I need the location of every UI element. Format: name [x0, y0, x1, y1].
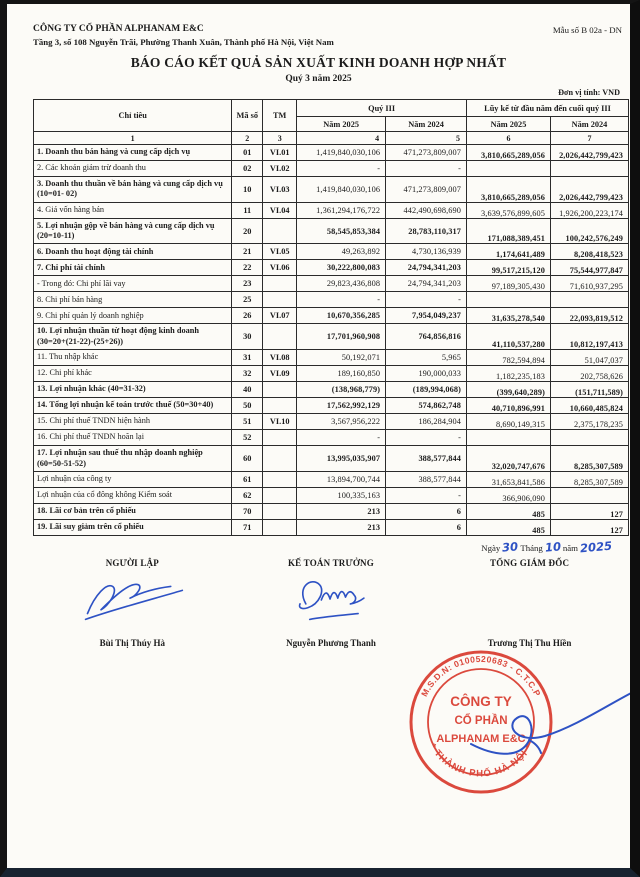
value-ytd-2024 — [550, 487, 628, 503]
value-q3-2025: 50,192,071 — [297, 350, 386, 366]
date-line — [7, 540, 614, 554]
value-q3-2025: 1,419,840,030,106 — [297, 177, 386, 203]
value-ytd-2025: 97,189,305,430 — [467, 276, 551, 292]
value-q3-2025: 13,894,700,744 — [297, 471, 386, 487]
row-code: 26 — [232, 308, 263, 324]
col-group-ytd: Lũy kế từ đầu năm đến cuối quý III — [467, 100, 629, 117]
row-note-ref: VI.09 — [263, 366, 297, 382]
role-chief-accountant: KẾ TOÁN TRƯỞNG — [287, 557, 374, 568]
row-note-ref: VI.02 — [263, 161, 297, 177]
value-ytd-2025: 485 — [467, 503, 551, 519]
value-q3-2025: 213 — [297, 519, 386, 535]
col-header-tm: TM — [263, 100, 297, 132]
signature-general-director — [459, 682, 640, 770]
handwritten-day: 30 — [501, 539, 519, 555]
value-ytd-2025 — [467, 430, 551, 446]
col-header-chi-tieu: Chỉ tiêu — [34, 100, 232, 132]
row-code: 25 — [232, 292, 263, 308]
value-q3-2024: 471,273,809,007 — [386, 177, 467, 203]
row-note-ref: VI.07 — [263, 308, 297, 324]
value-ytd-2024: 202,758,626 — [550, 366, 628, 382]
table-row — [34, 276, 629, 292]
value-ytd-2024: 75,544,977,847 — [550, 260, 628, 276]
row-code: 40 — [232, 382, 263, 398]
col-header-ma-so: Mã số — [232, 100, 263, 132]
row-note-ref: VI.03 — [263, 177, 297, 203]
value-ytd-2024: 51,047,037 — [550, 350, 628, 366]
value-ytd-2024: 1,926,200,223,174 — [550, 202, 628, 218]
column-index-7: 7 — [550, 132, 628, 145]
report-title: BÁO CÁO KẾT QUẢ SẢN XUẤT KINH DOANH HỢP NHẤT — [130, 55, 507, 70]
table-row — [34, 260, 629, 276]
value-q3-2025: 10,670,356,285 — [297, 308, 386, 324]
value-q3-2025: 58,545,853,384 — [297, 218, 386, 244]
row-code: 23 — [232, 276, 263, 292]
value-q3-2024: 5,965 — [386, 350, 467, 366]
report-table-body — [34, 145, 629, 536]
row-code: 61 — [232, 471, 263, 487]
value-q3-2024: 764,856,816 — [386, 324, 467, 350]
row-note-ref: VI.10 — [263, 414, 297, 430]
value-q3-2024: 24,794,341,203 — [386, 276, 467, 292]
company-address: Tầng 3, số 108 Nguyễn Trãi, Phường Thanh Xuân, Thành phố Hà Nội, Việt Nam — [33, 37, 334, 47]
report-table-head — [34, 100, 629, 145]
table-row — [34, 398, 629, 414]
row-label: 5. Lợi nhuận gộp về bán hàng và cung cấp dịch vụ (20=10-11) — [34, 218, 232, 244]
row-label: Lợi nhuận của công ty — [34, 471, 232, 487]
value-ytd-2024: 127 — [550, 519, 628, 535]
value-q3-2025: - — [297, 430, 386, 446]
row-label: Lợi nhuận của cổ đông không Kiểm soát — [34, 487, 232, 503]
col-header-ytd-2024: Năm 2024 — [550, 117, 628, 132]
value-q3-2025: - — [297, 161, 386, 177]
value-q3-2025: 213 — [297, 503, 386, 519]
value-ytd-2025: 3,810,665,289,056 — [467, 177, 551, 203]
row-code: 22 — [232, 260, 263, 276]
value-ytd-2024: 2,026,442,799,423 — [550, 145, 628, 161]
value-ytd-2025 — [467, 292, 551, 308]
row-code: 02 — [232, 161, 263, 177]
row-code: 31 — [232, 350, 263, 366]
row-note-ref — [263, 398, 297, 414]
row-note-ref — [263, 446, 297, 472]
row-code: 70 — [232, 503, 263, 519]
row-note-ref: VI.01 — [263, 145, 297, 161]
stamp-line-1: CÔNG TY — [450, 694, 512, 709]
stamp-arc-top-text: M.S.D.N: 0100520683 - C.T.C.P — [419, 653, 543, 699]
stamp-arc-bottom-text: * THÀNH PHỐ HÀ NỘI * — [426, 741, 536, 780]
value-ytd-2025: 99,517,215,120 — [467, 260, 551, 276]
value-ytd-2025: (399,640,289) — [467, 382, 551, 398]
row-label: 1. Doanh thu bán hàng và cung cấp dịch vụ — [34, 145, 232, 161]
company-name: CÔNG TY CỔ PHẦN ALPHANAM E&C — [33, 24, 204, 34]
row-label: 19. Lãi suy giảm trên cổ phiếu — [34, 519, 232, 535]
value-q3-2024: 574,862,748 — [386, 398, 467, 414]
column-index-3: 3 — [263, 132, 297, 145]
row-label: - Trong đó: Chi phí lãi vay — [34, 276, 232, 292]
handwritten-month: 10 — [544, 539, 562, 555]
table-row — [34, 446, 629, 472]
report-table — [33, 99, 629, 536]
value-q3-2025: 3,567,956,222 — [297, 414, 386, 430]
row-label: 12. Chi phí khác — [34, 366, 232, 382]
row-code: 11 — [232, 202, 263, 218]
row-note-ref — [263, 430, 297, 446]
value-ytd-2025: 366,906,090 — [467, 487, 551, 503]
row-label: 13. Lợi nhuận khác (40=31-32) — [34, 382, 232, 398]
value-ytd-2024: 10,660,485,824 — [550, 398, 628, 414]
value-ytd-2025: 1,182,235,183 — [467, 366, 551, 382]
value-q3-2024: 471,273,809,007 — [386, 145, 467, 161]
role-preparer: NGƯỜI LẬP — [105, 557, 159, 568]
table-row — [34, 292, 629, 308]
signature-preparer — [72, 571, 192, 631]
name-preparer: Bùi Thị Thúy Hà — [99, 637, 166, 648]
row-code: 51 — [232, 414, 263, 430]
row-note-ref — [263, 503, 297, 519]
value-q3-2024: 4,730,136,939 — [386, 244, 467, 260]
row-code: 50 — [232, 398, 263, 414]
column-index-4: 4 — [297, 132, 386, 145]
row-note-ref: VI.06 — [263, 260, 297, 276]
value-q3-2024: - — [386, 292, 467, 308]
value-ytd-2024: 22,093,819,512 — [550, 308, 628, 324]
value-q3-2025: 17,562,992,129 — [297, 398, 386, 414]
value-ytd-2025: 782,594,894 — [467, 350, 551, 366]
value-ytd-2025: 40,710,896,991 — [467, 398, 551, 414]
value-ytd-2025 — [467, 161, 551, 177]
value-ytd-2024: 8,285,307,589 — [550, 446, 628, 472]
row-label: 9. Chi phí quản lý doanh nghiệp — [34, 308, 232, 324]
date-label-year: năm — [562, 542, 578, 553]
column-index-6: 6 — [467, 132, 551, 145]
table-row — [34, 218, 629, 244]
table-row — [34, 177, 629, 203]
table-row — [34, 382, 629, 398]
value-q3-2024: - — [386, 487, 467, 503]
row-label: 15. Chi phí thuế TNDN hiện hành — [34, 414, 232, 430]
name-chief-accountant: Nguyễn Phương Thanh — [286, 637, 376, 648]
value-ytd-2025: 171,088,389,451 — [467, 218, 551, 244]
signature-block-general-director — [430, 558, 629, 648]
role-general-director: TỔNG GIÁM ĐỐC — [490, 557, 570, 568]
value-ytd-2024: 2,375,178,235 — [550, 414, 628, 430]
value-q3-2024: 7,954,049,237 — [386, 308, 467, 324]
value-ytd-2024: 2,026,442,799,423 — [550, 177, 628, 203]
company-block — [33, 24, 334, 47]
table-row — [34, 308, 629, 324]
signature-chief-accountant — [271, 571, 391, 631]
table-row — [34, 430, 629, 446]
row-note-ref — [263, 487, 297, 503]
row-note-ref — [263, 324, 297, 350]
value-ytd-2025: 41,110,537,280 — [467, 324, 551, 350]
table-row — [34, 350, 629, 366]
col-group-quarter: Quý III — [297, 100, 467, 117]
value-ytd-2025: 1,174,641,489 — [467, 244, 551, 260]
row-code: 60 — [232, 446, 263, 472]
signature-placeholder — [470, 571, 590, 631]
value-ytd-2024 — [550, 161, 628, 177]
row-note-ref: VI.08 — [263, 350, 297, 366]
table-row — [34, 244, 629, 260]
signature-block-preparer — [33, 558, 232, 648]
value-q3-2024: 186,284,904 — [386, 414, 467, 430]
name-general-director: Trương Thị Thu Hiền — [487, 637, 572, 648]
date-label-day: Ngày — [481, 542, 501, 553]
value-q3-2025: - — [297, 292, 386, 308]
value-ytd-2024: 71,610,937,295 — [550, 276, 628, 292]
value-q3-2025: (138,968,779) — [297, 382, 386, 398]
value-q3-2024: 6 — [386, 503, 467, 519]
value-q3-2024: (189,994,068) — [386, 382, 467, 398]
row-note-ref — [263, 292, 297, 308]
row-code: 21 — [232, 244, 263, 260]
row-label: 6. Doanh thu hoạt động tài chính — [34, 244, 232, 260]
value-ytd-2024 — [550, 430, 628, 446]
row-code: 30 — [232, 324, 263, 350]
row-label: 8. Chi phí bán hàng — [34, 292, 232, 308]
row-note-ref — [263, 276, 297, 292]
row-code: 10 — [232, 177, 263, 203]
value-ytd-2024: 8,285,307,589 — [550, 471, 628, 487]
value-ytd-2025: 8,690,149,315 — [467, 414, 551, 430]
row-note-ref — [263, 519, 297, 535]
col-header-q-2025: Năm 2025 — [297, 117, 386, 132]
row-code: 32 — [232, 366, 263, 382]
row-note-ref — [263, 218, 297, 244]
value-ytd-2024: 8,208,418,523 — [550, 244, 628, 260]
signature-section — [33, 558, 629, 648]
value-q3-2025: 30,222,800,083 — [297, 260, 386, 276]
currency-unit: Đơn vị tính: VND — [558, 88, 620, 97]
value-ytd-2024: 10,812,197,413 — [550, 324, 628, 350]
table-row — [34, 503, 629, 519]
table-row — [34, 487, 629, 503]
row-code: 20 — [232, 218, 263, 244]
value-q3-2024: - — [386, 161, 467, 177]
row-code: 52 — [232, 430, 263, 446]
value-q3-2025: 100,335,163 — [297, 487, 386, 503]
value-ytd-2024 — [550, 292, 628, 308]
report-period: Quý 3 năm 2025 — [285, 74, 352, 84]
col-header-ytd-2025: Năm 2025 — [467, 117, 551, 132]
column-index-row — [34, 132, 629, 145]
form-number: Mẫu số B 02a - DN — [552, 25, 622, 35]
table-row — [34, 414, 629, 430]
value-q3-2025: 13,995,035,907 — [297, 446, 386, 472]
row-note-ref: VI.04 — [263, 202, 297, 218]
signature-block-chief-accountant — [232, 558, 431, 648]
value-q3-2024: 388,577,844 — [386, 446, 467, 472]
row-label: 14. Tổng lợi nhuận kế toán trước thuế (50=30+40) — [34, 398, 232, 414]
value-ytd-2025: 485 — [467, 519, 551, 535]
row-label: 18. Lãi cơ bản trên cổ phiếu — [34, 503, 232, 519]
col-header-q-2024: Năm 2024 — [386, 117, 467, 132]
value-ytd-2024: 100,242,576,249 — [550, 218, 628, 244]
date-label-month: Tháng — [520, 542, 543, 553]
row-label: 11. Thu nhập khác — [34, 350, 232, 366]
value-q3-2024: - — [386, 430, 467, 446]
value-q3-2025: 17,701,960,908 — [297, 324, 386, 350]
value-q3-2025: 49,263,892 — [297, 244, 386, 260]
table-row — [34, 519, 629, 535]
row-label: 10. Lợi nhuận thuần từ hoạt động kinh doanh (30=20+(21-22)-(25+26)) — [34, 324, 232, 350]
column-index-5: 5 — [386, 132, 467, 145]
value-q3-2025: 29,823,436,808 — [297, 276, 386, 292]
value-q3-2024: 24,794,341,203 — [386, 260, 467, 276]
table-row — [34, 471, 629, 487]
table-row — [34, 145, 629, 161]
value-q3-2025: 1,361,294,176,722 — [297, 202, 386, 218]
row-code: 01 — [232, 145, 263, 161]
row-label: 7. Chi phí tài chính — [34, 260, 232, 276]
row-label: 4. Giá vốn hàng bán — [34, 202, 232, 218]
stamp-line-3: ALPHANAM E&C — [436, 733, 526, 745]
table-row — [34, 202, 629, 218]
row-code: 62 — [232, 487, 263, 503]
value-ytd-2024: (151,711,589) — [550, 382, 628, 398]
table-row — [34, 324, 629, 350]
table-row — [34, 161, 629, 177]
value-ytd-2025: 32,020,747,676 — [467, 446, 551, 472]
row-label: 2. Các khoản giảm trừ doanh thu — [34, 161, 232, 177]
row-label: 16. Chi phí thuế TNDN hoãn lại — [34, 430, 232, 446]
row-note-ref — [263, 382, 297, 398]
row-code: 71 — [232, 519, 263, 535]
stamp-line-2: CỔ PHẦN — [454, 715, 508, 727]
value-q3-2025: 189,160,850 — [297, 366, 386, 382]
handwritten-year: 2025 — [579, 538, 613, 556]
value-q3-2024: 442,490,698,690 — [386, 202, 467, 218]
column-index-1: 1 — [34, 132, 232, 145]
table-row — [34, 366, 629, 382]
value-ytd-2025: 31,653,841,586 — [467, 471, 551, 487]
value-q3-2024: 388,577,844 — [386, 471, 467, 487]
value-q3-2024: 190,000,033 — [386, 366, 467, 382]
value-ytd-2025: 31,635,278,540 — [467, 308, 551, 324]
value-ytd-2025: 3,810,665,289,056 — [467, 145, 551, 161]
value-ytd-2024: 127 — [550, 503, 628, 519]
value-q3-2024: 6 — [386, 519, 467, 535]
document-header — [33, 24, 622, 47]
row-label: 3. Doanh thu thuần về bán hàng và cung cấp dịch vụ (10=01- 02) — [34, 177, 232, 203]
value-q3-2025: 1,419,840,030,106 — [297, 145, 386, 161]
row-label: 17. Lợi nhuận sau thuế thu nhập doanh nghiệp (60=50-51-52) — [34, 446, 232, 472]
row-note-ref: VI.05 — [263, 244, 297, 260]
row-note-ref — [263, 471, 297, 487]
value-q3-2024: 28,783,110,317 — [386, 218, 467, 244]
value-ytd-2025: 3,639,576,899,605 — [467, 202, 551, 218]
column-index-2: 2 — [232, 132, 263, 145]
